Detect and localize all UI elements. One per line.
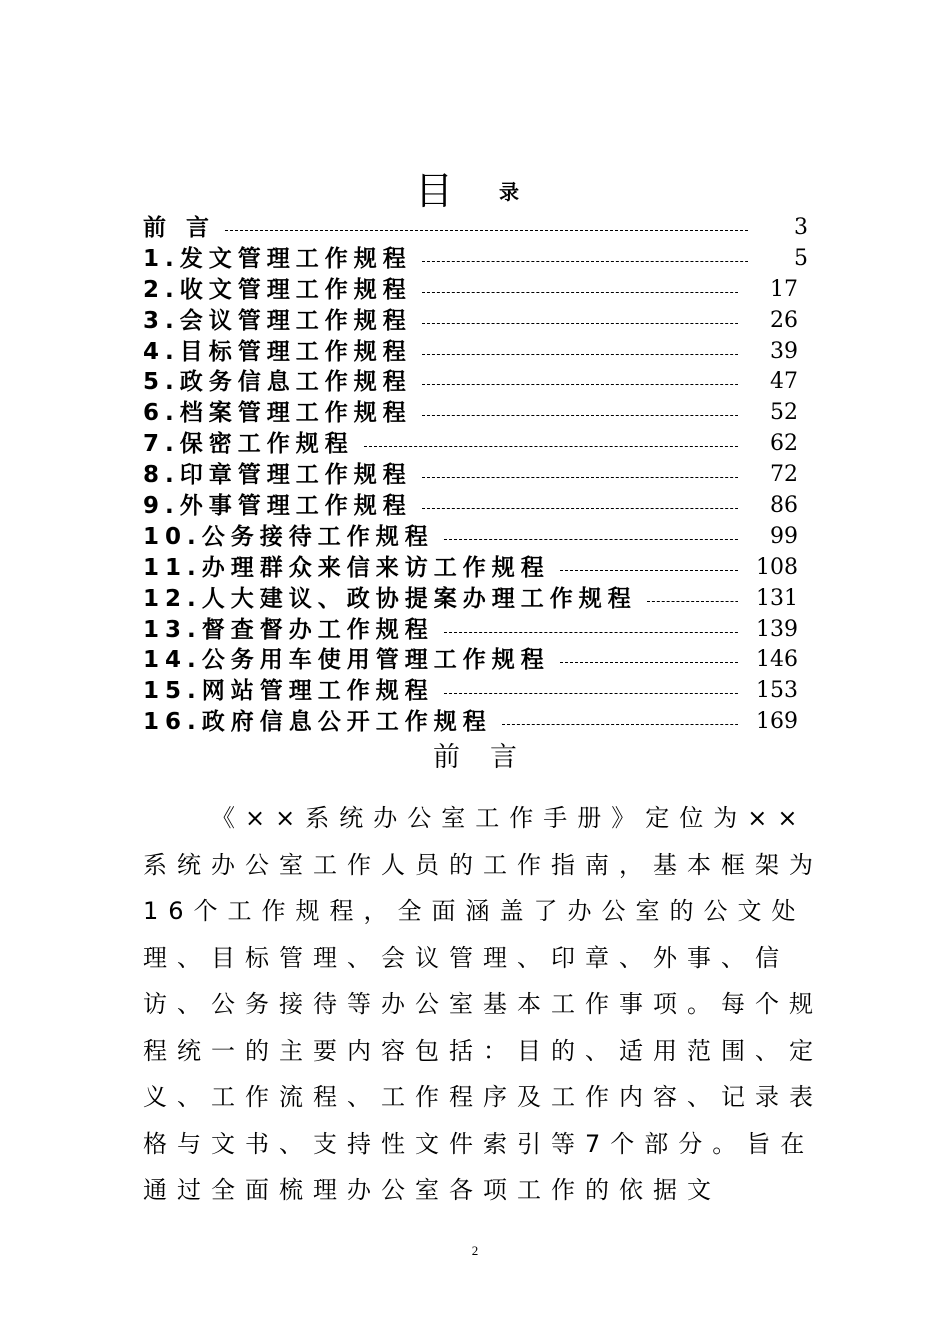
toc-entry-page: 3 — [748, 213, 808, 244]
toc-entry-page: 131 — [738, 584, 798, 615]
toc-entry-label: 9.外事管理工作规程 — [143, 491, 418, 522]
toc-entry[interactable] — [143, 429, 808, 460]
toc-entry-leader — [444, 632, 758, 633]
toc-entry[interactable] — [143, 491, 808, 522]
toc-entry-label: 15.网站管理工作规程 — [143, 676, 440, 707]
toc-entry-label: 4.目标管理工作规程 — [143, 337, 418, 368]
toc-entry-label: 14.公务用车使用管理工作规程 — [143, 645, 556, 676]
toc-entry-label: 8.印章管理工作规程 — [143, 460, 418, 491]
toc-entry-page: 5 — [748, 244, 808, 275]
toc-title-main: 目 — [415, 169, 454, 213]
toc-entry[interactable] — [143, 213, 808, 244]
toc-entry-page: 72 — [738, 460, 798, 491]
toc-entry-leader — [560, 570, 758, 571]
toc-entry-label: 1.发文管理工作规程 — [143, 244, 418, 275]
toc-entry-leader — [422, 323, 758, 324]
toc-entry-leader — [422, 384, 758, 385]
toc-entry-page: 47 — [738, 367, 798, 398]
toc-entry[interactable] — [143, 460, 808, 491]
toc-entry-leader — [422, 508, 758, 509]
preface-title: 前言 — [433, 742, 547, 773]
toc-entry-leader — [225, 230, 768, 231]
toc-entry[interactable] — [143, 275, 808, 306]
page-number: 2 — [471, 1243, 479, 1258]
toc-entry[interactable] — [143, 707, 808, 738]
toc-entry-page: 17 — [738, 275, 798, 306]
preface-body: 《××系统办公室工作手册》定位为××系统办公室工作人员的工作指南，基本框架为16个工作规程，全面涵盖了办公室的公文处理、目标管理、会议管理、印章、外事、信访、公务接待等办公室基本工作事项。每个规程统一的主要内容包括：目的、适用范围、定义、工作流程、工作程序及工作内容、记录表格与文书、支持性文件索引等7个部分。旨在通过全面梳理办公室各项工作的依据文 — [143, 804, 823, 1204]
toc-entry-label: 6.档案管理工作规程 — [143, 398, 418, 429]
toc-entry-page: 169 — [738, 707, 798, 738]
table-of-contents — [143, 213, 808, 738]
toc-entry-page: 108 — [738, 553, 798, 584]
toc-entry-leader — [422, 261, 768, 262]
toc-entry-label: 13.督查督办工作规程 — [143, 615, 440, 646]
toc-entry-leader — [444, 539, 758, 540]
toc-entry[interactable] — [143, 553, 808, 584]
toc-entry-leader — [422, 477, 758, 478]
toc-entry-leader — [364, 446, 758, 447]
toc-entry[interactable] — [143, 367, 808, 398]
toc-entry-page: 86 — [738, 491, 798, 522]
toc-entry-leader — [560, 662, 758, 663]
toc-entry-label: 3.会议管理工作规程 — [143, 306, 418, 337]
toc-entry-page: 146 — [738, 645, 798, 676]
toc-entry-page: 153 — [738, 676, 798, 707]
toc-entry-label: 12.人大建议、政协提案办理工作规程 — [143, 584, 643, 615]
toc-entry-label: 11.办理群众来信来访工作规程 — [143, 553, 556, 584]
toc-entry-page: 139 — [738, 615, 798, 646]
toc-entry-label: 5.政务信息工作规程 — [143, 367, 418, 398]
toc-entry-page: 62 — [738, 429, 798, 460]
toc-entry-label: 10.公务接待工作规程 — [143, 522, 440, 553]
toc-entry[interactable] — [143, 584, 808, 615]
toc-entry-label: 7.保密工作规程 — [143, 429, 360, 460]
toc-title-small: 录 — [499, 180, 519, 204]
toc-entry[interactable] — [143, 244, 808, 275]
toc-entry-leader — [422, 292, 758, 293]
toc-entry-label: 前 言 — [143, 213, 221, 244]
toc-entry-page: 39 — [738, 337, 798, 368]
toc-entry[interactable] — [143, 398, 808, 429]
toc-entry-leader — [444, 693, 758, 694]
toc-entry-leader — [422, 415, 758, 416]
toc-entry-label: 2.收文管理工作规程 — [143, 275, 418, 306]
toc-entry[interactable] — [143, 676, 808, 707]
toc-entry[interactable] — [143, 645, 808, 676]
toc-entry-page: 52 — [738, 398, 798, 429]
toc-entry-page: 26 — [738, 306, 798, 337]
toc-entry-leader — [502, 724, 758, 725]
toc-entry[interactable] — [143, 522, 808, 553]
toc-title — [0, 158, 950, 213]
toc-entry-page: 99 — [738, 522, 798, 553]
toc-entry[interactable] — [143, 306, 808, 337]
toc-entry-leader — [422, 354, 758, 355]
toc-entry-label: 16.政府信息公开工作规程 — [143, 707, 498, 738]
toc-entry[interactable] — [143, 615, 808, 646]
toc-entry[interactable] — [143, 337, 808, 368]
